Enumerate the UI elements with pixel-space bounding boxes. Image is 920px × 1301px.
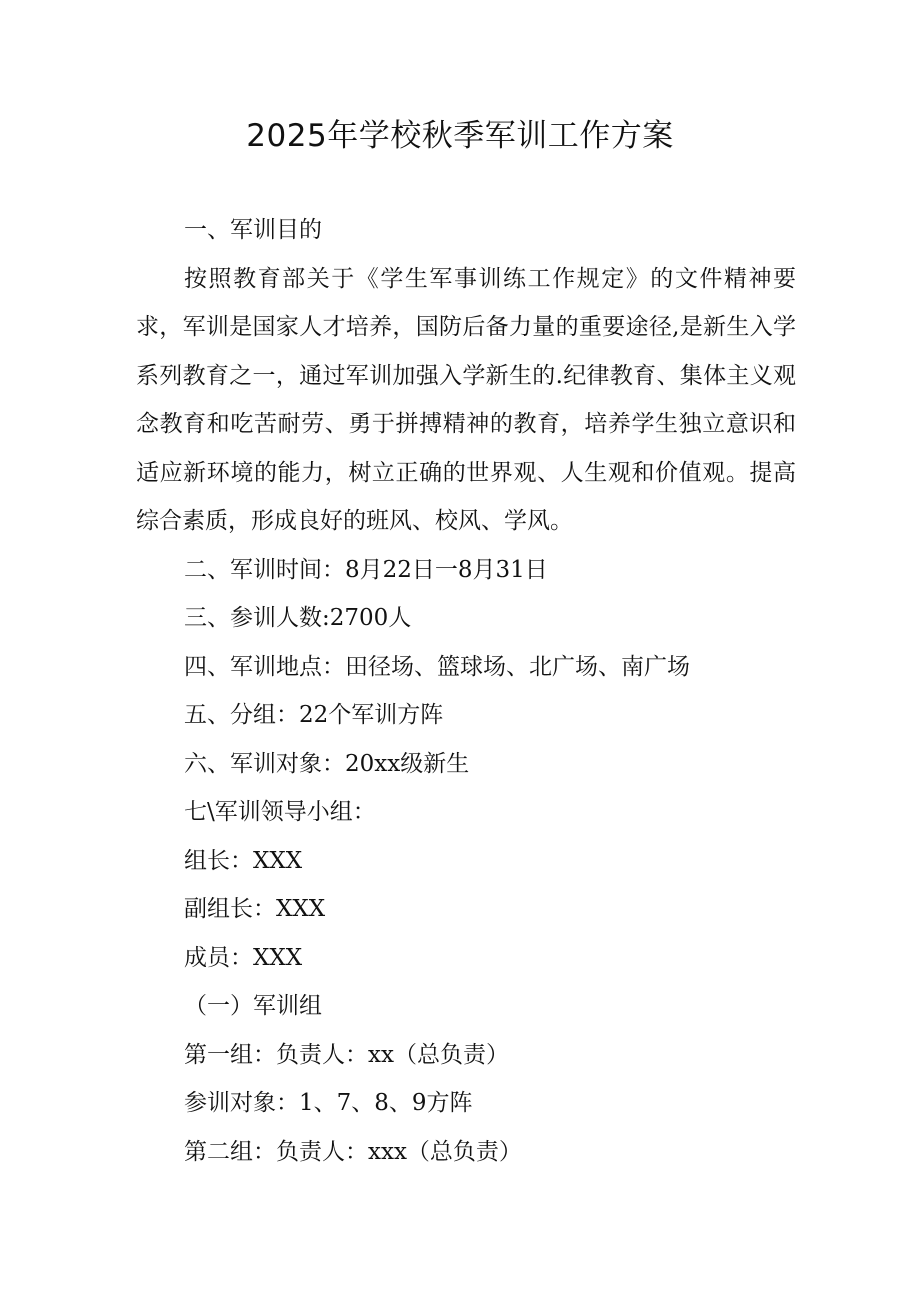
training-target: 六、军训对象：20xx级新生 [184, 750, 470, 777]
training-time: 二、军训时间：8月22日一8月31日 [184, 556, 548, 583]
group-one-targets: 参训对象：1、7、8、9方阵 [184, 1090, 473, 1116]
grouping: 五、分组：22个军训方阵 [184, 702, 444, 728]
members: 成员：XXX [184, 944, 303, 971]
participant-count: 三、参训人数:2700人 [184, 605, 412, 631]
training-group-heading: （一）军训组 [184, 993, 322, 1019]
training-location: 四、军训地点：田径场、篮球场、北广场、南广场 [184, 653, 690, 680]
document-title: 2025年学校秋季军训工作方案 [246, 118, 674, 154]
group-two-leader: 第二组：负责人：xxx（总负责） [184, 1138, 522, 1165]
section-heading-purpose: 一、军训目的 [184, 217, 322, 243]
purpose-paragraph: 按照教育部关于《学生军事训练工作规定》的文件精神要求，军训是国家人才培养，国防后备力量的重要途径,是新生入学系列教育之一，通过军训加强入学新生的.纪律教育、集体主义观念教育和吃苦耐劳、勇于拼搏精神的教育，培养学生独立意识和适应新环境的能力，树立正确的世界观、人生观和价值观。提高综合素质，形成良好的班风、校风、学风。 [136, 265, 796, 534]
group-one-leader: 第一组：负责人：xx（总负责） [184, 1041, 509, 1068]
group-leader: 组长：XXX [184, 847, 303, 874]
deputy-group-leader: 副组长：XXX [184, 896, 326, 922]
document-body [136, 206, 796, 1176]
leadership-group-heading: 七\军训领导小组： [184, 799, 376, 825]
